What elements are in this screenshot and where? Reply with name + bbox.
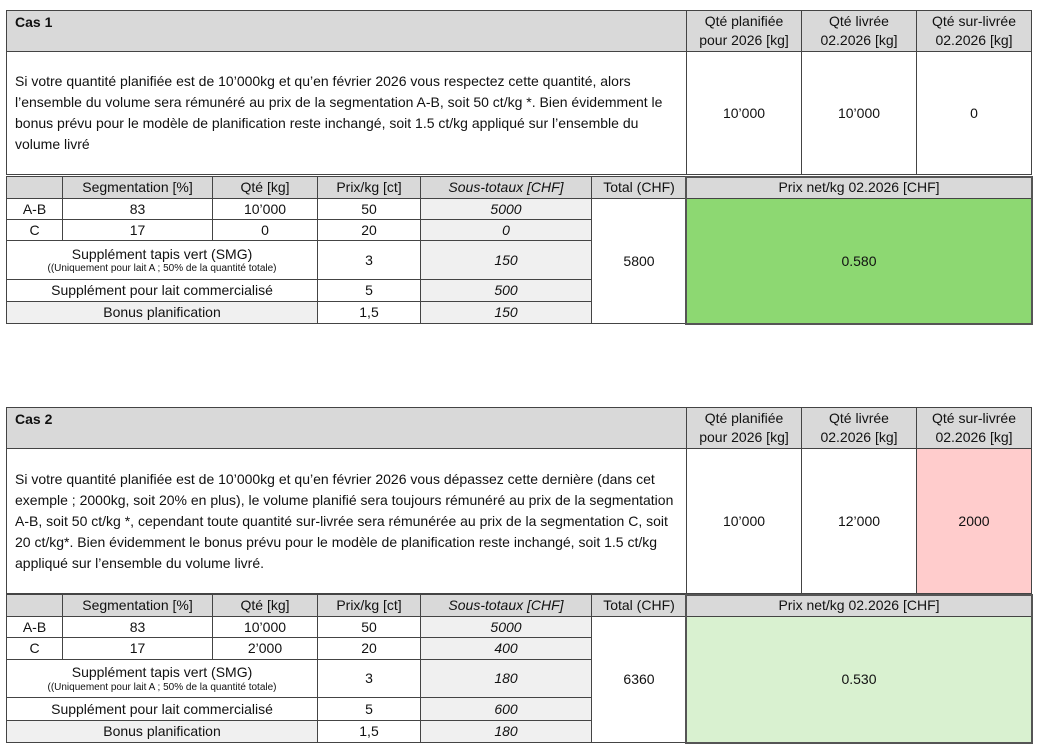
net-price-value: 0.530: [686, 616, 1032, 743]
qty-planned-header: Qté planifiée pour 2026 [kg]: [686, 407, 802, 449]
supplement-smg-note: ((Uniquement pour lait A ; 50% de la quantité totale): [47, 681, 277, 693]
net-price-value: 0.580: [686, 198, 1032, 324]
supplement-smg-note: ((Uniquement pour lait A ; 50% de la quantité totale): [47, 263, 277, 275]
qty-delivered-value: 10’000: [801, 51, 917, 175]
row-c-subtotal: 400: [420, 637, 592, 660]
case-title: Cas 2: [6, 407, 687, 449]
total-value: 6360: [591, 616, 687, 743]
table-header-qty: Qté [kg]: [212, 594, 318, 617]
supplement-comm-price: 5: [317, 279, 421, 302]
supplement-smg-label: [6, 659, 318, 698]
bonus-label: Bonus planification: [6, 301, 318, 324]
supplement-smg-subtotal: 150: [420, 240, 592, 280]
row-ab-label: A-B: [6, 616, 63, 638]
row-ab-qty: 10’000: [212, 198, 318, 220]
table-header-total: Total (CHF): [591, 594, 687, 617]
row-ab-subtotal: 5000: [420, 616, 592, 638]
row-c-label: C: [6, 637, 63, 660]
row-c-subtotal: 0: [420, 219, 592, 241]
qty-overdelivered-value: 2000: [916, 448, 1032, 594]
table-header-price: Prix/kg [ct]: [317, 594, 421, 617]
row-ab-price: 50: [317, 198, 421, 220]
bonus-label: Bonus planification: [6, 720, 318, 743]
row-c-segmentation: 17: [62, 219, 213, 241]
qty-delivered-value: 12’000: [801, 448, 917, 594]
table-header-blank: [6, 594, 63, 617]
case-title: Cas 1: [6, 10, 687, 52]
supplement-smg-title: Supplément tapis vert (SMG): [71, 664, 253, 681]
table-header-total: Total (CHF): [591, 176, 687, 199]
bonus-price: 1,5: [317, 301, 421, 324]
row-c-price: 20: [317, 637, 421, 660]
row-c-qty: 2’000: [212, 637, 318, 660]
row-ab-price: 50: [317, 616, 421, 638]
bonus-price: 1,5: [317, 720, 421, 743]
row-c-price: 20: [317, 219, 421, 241]
supplement-smg-subtotal: 180: [420, 659, 592, 698]
row-ab-qty: 10’000: [212, 616, 318, 638]
bonus-subtotal: 180: [420, 720, 592, 743]
bonus-subtotal: 150: [420, 301, 592, 324]
qty-planned-header: Qté planifiée pour 2026 [kg]: [686, 10, 802, 52]
qty-overdelivered-header: Qté sur-livrée 02.2026 [kg]: [916, 407, 1032, 449]
row-ab-label: A-B: [6, 198, 63, 220]
qty-overdelivered-value: 0: [916, 51, 1032, 175]
net-price-frame: [685, 594, 1033, 744]
row-c-label: C: [6, 219, 63, 241]
table-header-blank: [6, 176, 63, 199]
supplement-comm-price: 5: [317, 697, 421, 721]
supplement-comm-label: Supplément pour lait commercialisé: [6, 697, 318, 721]
table-header-price: Prix/kg [ct]: [317, 176, 421, 199]
supplement-comm-subtotal: 600: [420, 697, 592, 721]
case-1-section: [6, 10, 1032, 325]
qty-delivered-header: Qté livrée 02.2026 [kg]: [801, 10, 917, 52]
case-description: Si votre quantité planifiée est de 10’000kg et qu’en février 2026 vous dépassez cette dernière (dans cet exemple ; 2000kg, soit 20% en plus), le volume planifié sera toujours rémunéré au prix de la segmentation A-B, soit 50 ct/kg *, cependant toute quantité sur-livrée sera rémunérée au prix de la segmentation C, soit 20 ct/kg*. Bien évidemment le bonus prévu pour le modèle de planification reste inchangé, soit 1.5 ct/kg appliqué sur l’ensemble du volume livré.: [6, 448, 687, 594]
table-header-net-price: Prix net/kg 02.2026 [CHF]: [686, 176, 1032, 199]
table-header-qty: Qté [kg]: [212, 176, 318, 199]
supplement-smg-label: [6, 240, 318, 280]
row-c-segmentation: 17: [62, 637, 213, 660]
table-header-net-price: Prix net/kg 02.2026 [CHF]: [686, 594, 1032, 617]
row-ab-segmentation: 83: [62, 198, 213, 220]
row-ab-subtotal: 5000: [420, 198, 592, 220]
table-header-segmentation: Segmentation [%]: [62, 594, 213, 617]
qty-planned-value: 10’000: [686, 51, 802, 175]
table-header-subtotal: Sous-totaux [CHF]: [420, 594, 592, 617]
supplement-comm-label: Supplément pour lait commercialisé: [6, 279, 318, 302]
supplement-smg-price: 3: [317, 240, 421, 280]
supplement-smg-price: 3: [317, 659, 421, 698]
total-value: 5800: [591, 198, 687, 324]
table-header-subtotal: Sous-totaux [CHF]: [420, 176, 592, 199]
net-price-frame: [685, 176, 1033, 325]
supplement-comm-subtotal: 500: [420, 279, 592, 302]
case-description: Si votre quantité planifiée est de 10’000kg et qu’en février 2026 vous respectez cette quantité, alors l’ensemble du volume sera rémunéré au prix de la segmentation A-B, soit 50 ct/kg *. Bien évidemment le bonus prévu pour le modèle de planification reste inchangé, soit 1.5 ct/kg appliqué sur l’ensemble du volume livré: [6, 51, 687, 175]
supplement-smg-title: Supplément tapis vert (SMG): [71, 245, 253, 262]
qty-planned-value: 10’000: [686, 448, 802, 594]
row-ab-segmentation: 83: [62, 616, 213, 638]
qty-delivered-header: Qté livrée 02.2026 [kg]: [801, 407, 917, 449]
qty-overdelivered-header: Qté sur-livrée 02.2026 [kg]: [916, 10, 1032, 52]
row-c-qty: 0: [212, 219, 318, 241]
case-2-section: [6, 407, 1032, 745]
table-header-segmentation: Segmentation [%]: [62, 176, 213, 199]
